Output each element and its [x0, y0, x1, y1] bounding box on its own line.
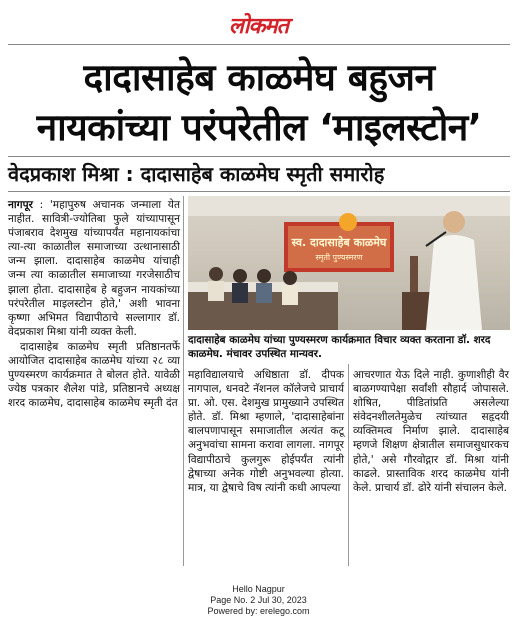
event-photo-illustration	[188, 196, 510, 330]
footer-page-date: Page No. 2 Jul 30, 2023	[210, 595, 307, 605]
banner-title: स्व. दादासाहेब काळमेघ	[291, 236, 387, 249]
photo-caption: दादासाहेब काळमेघ यांच्या पुण्यस्मरण कार्यक्रमात विचार व्यक्त करताना डॉ. शरद काळमेघ. मंचावर उपस्थित मान्यवर.	[188, 334, 491, 360]
column-3-paragraph: आचरणात येऊ दिले नाही. कुणाशीही वैर बाळगण्यापेक्षा सर्वांशी सौहार्द जोपासले. शोषित, पीडितांप्रति असलेल्या संवेदनशीलतेमुळेच त्यांच्यात सहृदयी व्यक्तिमत्व निर्माण झाले. दादासाहेब म्हणजे शिक्षण क्षेत्रातील समाजसुधारकच होते,' असे गौरवोद्गार डॉ. मिश्रा यांनी काढले. प्रास्ताविक शरद काळमेघ यांनी केले. प्राचार्य डॉ. ढोरे यांनी संचालन केले.	[353, 369, 509, 494]
article-column-1	[8, 198, 180, 411]
article-column-3	[353, 368, 509, 496]
subheadline: वेदप्रकाश मिश्रा : दादासाहेब काळमेघ स्मृती समारोह	[8, 162, 385, 186]
subhead-divider	[8, 191, 510, 192]
headline-divider	[8, 156, 510, 157]
top-divider	[8, 44, 510, 45]
column-1-text-1: : 'महापुरुष अचानक जन्माला येत नाहीत. सावित्री-ज्योतिबा फुले यांच्यापासून पंजाबराव देशमुख यांच्यापर्यंत महानायकांचा त्या-त्या काळातील समाजाच्या उत्थानासाठी जन्म झाला. दादासाहेब काळमेघ यांचाही जन्म त्या काळातील समाजाच्या गरजेसाठीच झाला होता. दादासाहेब हे बहुजन नायकांच्या परंपरेतील माइलस्टोन होते,' अशी भावना कृष्णा अभिमत विद्यापीठाचे सल्लागार डॉ. वेदप्रकाश मिश्रा यांनी व्यक्त केली.	[8, 199, 180, 338]
page-footer	[0, 584, 517, 617]
footer-edition: Hello Nagpur	[232, 584, 285, 594]
column-divider-2	[348, 364, 349, 566]
column-1-paragraph-1	[8, 198, 180, 339]
column-2-paragraph: महाविद्यालयाचे अधिष्ठाता डॉ. दीपक नागपाल, धनवटे नॅशनल कॉलेजचे प्राचार्य प्रा. ओ. एस. देशमुख प्रामुख्याने उपस्थित होते. डॉ. मिश्रा म्हणाले, 'दादासाहेबांना बालपणापासून समाजातील अत्यंत कटू अनुभवांचा सामना करावा लागला. नागपूर विद्यापीठाचे कुलगुरू होईपर्यंत त्यांनी द्वेषाच्या अनेक गोष्टी अनुभवल्या होत्या. मात्र, या द्वेषाचे विष त्यांनी कधी आपल्या	[188, 369, 344, 494]
article-column-2	[188, 368, 344, 496]
dateline-city: नागपूर	[8, 199, 33, 211]
masthead-logo: लोकमत	[228, 13, 289, 39]
column-1-paragraph-2: दादासाहेब काळमेघ स्मृती प्रतिष्ठानतर्फे आयोजित दादासाहेब काळमेघ यांच्या २८ व्या पुण्यस्मरण कार्यक्रमात ते बोलत होते. यावेळी ज्येष्ठ पत्रकार शैलेश पांडे, प्रतिष्ठानचे अध्यक्ष शरद काळमेघ, दादासाहेब काळमेघ स्मृती दंत	[8, 340, 180, 410]
headline-line-2: नायकांच्या परंपरेतील ‘माइलस्टोन’	[36, 106, 482, 149]
footer-powered-by: Powered by: erelego.com	[207, 606, 310, 616]
headline-line-1: दादासाहेब काळमेघ बहुजन	[83, 56, 435, 99]
column-divider-1	[183, 196, 184, 566]
banner-subtitle: स्मृती पुण्यस्मरण	[315, 253, 363, 262]
event-photo	[188, 196, 510, 330]
